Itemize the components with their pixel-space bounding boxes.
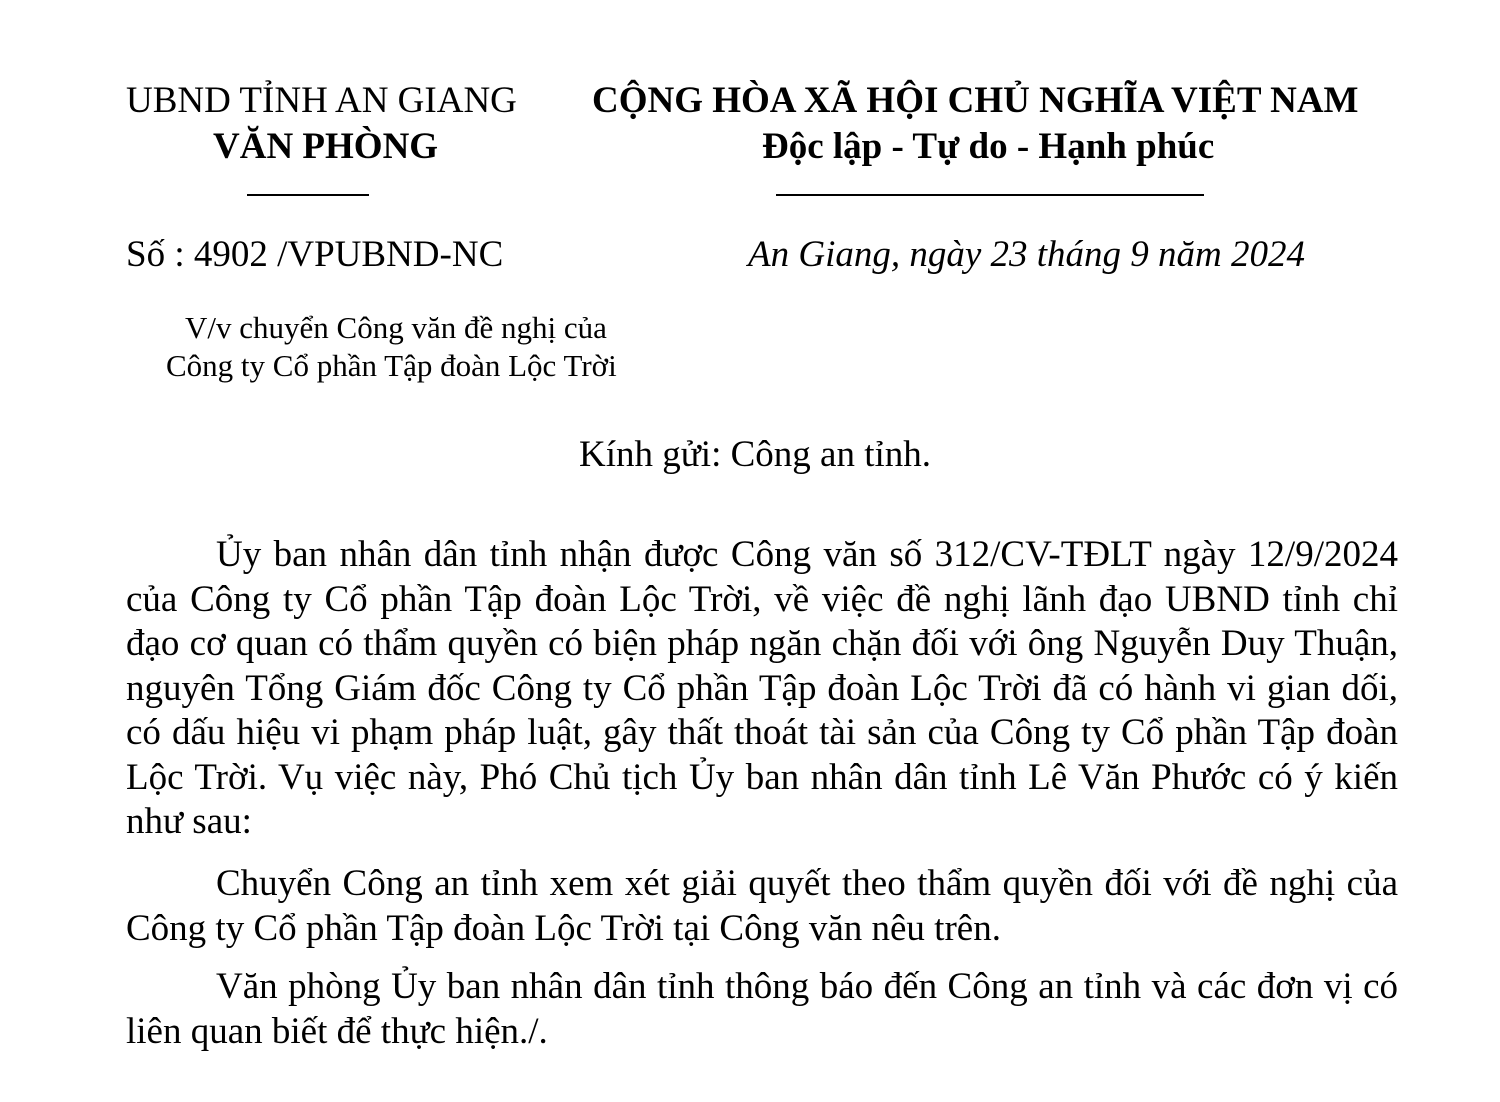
nation-title: CỘNG HÒA XÃ HỘI CHỦ NGHĨA VIỆT NAM	[592, 80, 1359, 121]
subject-line-2: Công ty Cổ phần Tập đoàn Lộc Trời	[166, 348, 617, 383]
body-paragraph-3: Văn phòng Ủy ban nhân dân tỉnh thông báo đến Công an tỉnh và các đơn vị có liên quan biết để thực hiện./.	[126, 966, 1398, 1052]
agency-parent: UBND TỈNH AN GIANG	[126, 80, 517, 121]
agency-name: VĂN PHÒNG	[213, 126, 439, 167]
motto-divider	[776, 194, 1204, 196]
body-paragraph-2: Chuyển Công an tỉnh xem xét giải quyết theo thẩm quyền đối với đề nghị của Công ty Cổ phần Tập đoàn Lộc Trời tại Công văn nêu trên.	[126, 863, 1398, 949]
nation-motto: Độc lập - Tự do - Hạnh phúc	[762, 126, 1215, 167]
document-date: An Giang, ngày 23 tháng 9 năm 2024	[748, 234, 1306, 275]
recipient-line: Kính gửi: Công an tỉnh.	[579, 434, 932, 475]
agency-divider	[247, 194, 369, 196]
body-paragraph-1: Ủy ban nhân dân tỉnh nhận được Công văn số 312/CV-TĐLT ngày 12/9/2024 của Công ty Cổ phần Tập đoàn Lộc Trời, về việc đề nghị lãnh đạo UBND tỉnh chỉ đạo cơ quan có thẩm quyền có biện pháp ngăn chặn đối với ông Nguyễn Duy Thuận, nguyên Tổng Giám đốc Công ty Cổ phần Tập đoàn Lộc Trời đã có hành vi gian dối, có dấu hiệu vi phạm pháp luật, gây thất thoát tài sản của Công ty Cổ phần Tập đoàn Lộc Trời. Vụ việc này, Phó Chủ tịch Ủy ban nhân dân tỉnh Lê Văn Phước có ý kiến như sau:	[126, 534, 1398, 842]
subject-line-1: V/v chuyển Công văn đề nghị của	[185, 310, 607, 345]
document-number: Số : 4902 /VPUBND-NC	[126, 234, 504, 275]
